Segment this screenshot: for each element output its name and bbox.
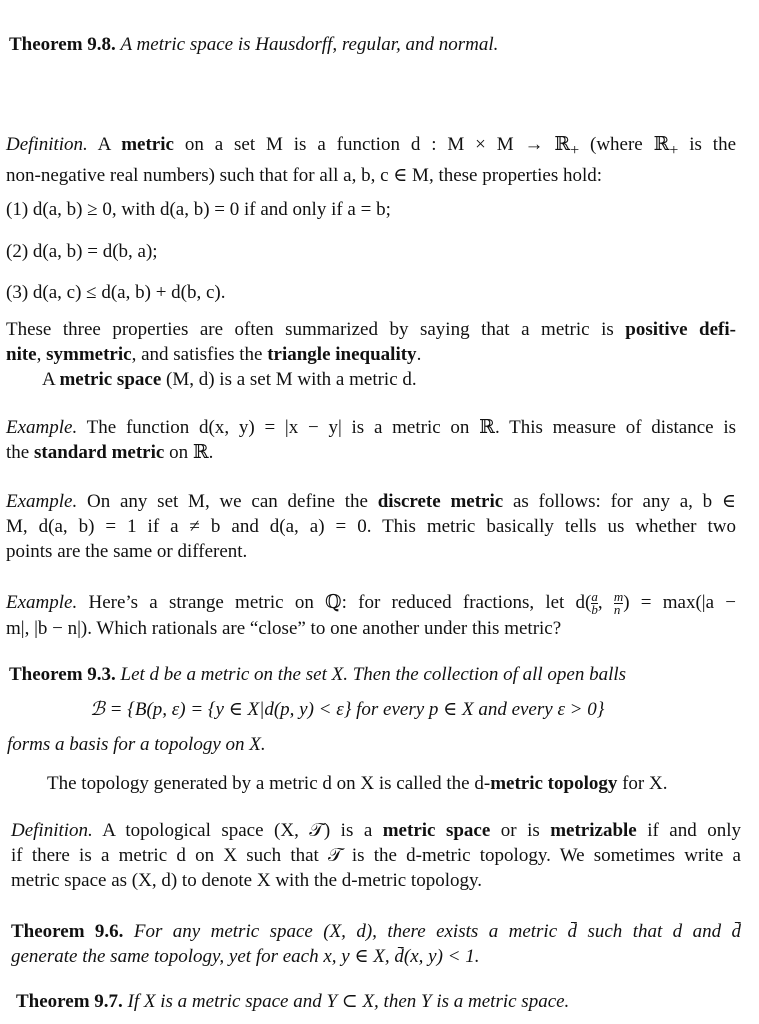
term-positive-definite: positive defi- bbox=[625, 319, 736, 340]
property-1: (1) d(a, b) ≥ 0, with d(a, b) = 0 if and only if a = b; bbox=[6, 199, 391, 220]
example-label: Example. bbox=[6, 491, 78, 512]
definition-line-1: Definition. A metric on a set M is a function d : M × M → ℝ$_+$ (where ℝ$_+$ is the bbox=[6, 134, 737, 159]
term-discrete-metric: discrete metric bbox=[377, 491, 504, 512]
metric-space-sentence: A metric space (M, d) is a set M with a metric d. bbox=[42, 369, 417, 390]
term-metric: metric bbox=[121, 134, 174, 155]
term-symmetric: symmetric bbox=[46, 344, 132, 365]
theorem-title: Theorem 9.6. bbox=[11, 921, 124, 942]
definition-label: Definition. bbox=[11, 820, 93, 841]
example-label: Example. bbox=[6, 417, 78, 438]
metric-definition bbox=[6, 132, 736, 188]
example-discrete-metric: Example. On any set M, we can define the discrete metric as follows: for any a, b ∈ M, d(a, b) = 1 if a ≠ b and d(a, a) = 0. This metric basically tells us whether two points are the same or different. bbox=[6, 491, 736, 562]
theorem-body: Let d be a metric on the set X. Then the collection of all open balls bbox=[120, 664, 627, 685]
property-3: (3) d(a, c) ≤ d(a, b) + d(b, c). bbox=[6, 282, 226, 303]
theorem-9-8 bbox=[9, 32, 749, 57]
term-metric-topology: metric topology bbox=[490, 773, 618, 794]
term-metric-space: metric space bbox=[59, 369, 162, 390]
term-metric-space: metric space bbox=[382, 820, 491, 841]
fraction-m-over-n: $\frac{m}{n}$ bbox=[613, 589, 624, 618]
term-triangle-inequality: triangle inequality bbox=[267, 344, 417, 365]
theorem-title: Theorem 9.7. bbox=[16, 991, 123, 1012]
theorem-9-3-display: ℬ = {B(p, ε) = {y ∈ X|d(p, y) < ε} for every p ∈ X and every ε > 0} bbox=[90, 699, 605, 720]
definition-line-2: non-negative real numbers) such that for all a, b, c ∈ M, these properties hold: bbox=[6, 164, 603, 186]
example-label: Example. bbox=[6, 592, 78, 613]
property-2: (2) d(a, b) = d(b, a); bbox=[6, 241, 158, 262]
theorem-9-7 bbox=[16, 989, 746, 1014]
term-standard-metric: standard metric bbox=[33, 442, 165, 463]
metric-topology-sentence: The topology generated by a metric d on X is called the d-metric topology for X. bbox=[47, 773, 668, 794]
fraction-a-over-b: $\frac{a}{b}$ bbox=[591, 589, 598, 618]
theorem-body: A metric space is Hausdorff, regular, and normal. bbox=[120, 34, 499, 55]
metrizable-definition: Definition. A topological space (X, 𝒯) is a metric space or is metrizable if and only if there is a metric d on X such that 𝒯 is the d-metric topology. We sometimes write a metric space as (X, d) to denote X with the d-metric topology. bbox=[11, 820, 741, 891]
properties-summary: These three properties are often summarized by saying that a metric is positive defi- nite, symmetric, and satisfies the triangle inequality. A metric space (M, d) is a set M with a metric d. bbox=[6, 319, 736, 390]
theorem-title: Theorem 9.3. bbox=[9, 664, 116, 685]
example-strange-metric: Example. Here’s a strange metric on ℚ: for reduced fractions, let d( $\frac{a}{b}$ , $\frac{m}{n}$ ) = max(|a − m|, |b − n|). Which rationals are “close” to one another under this metric? bbox=[6, 589, 736, 640]
theorem-9-6: Theorem 9.6. For any metric space (X, d), there exists a metric d̄ such that d and d̄ generate the same topology, yet for each x, y ∈ X, d̄(x, y) < 1. bbox=[11, 921, 741, 967]
term-metrizable: metrizable bbox=[550, 820, 637, 841]
theorem-9-3-conclusion: forms a basis for a topology on X. bbox=[7, 734, 266, 755]
theorem-title: Theorem 9.8. bbox=[9, 34, 116, 55]
definition-label: Definition. bbox=[6, 134, 88, 155]
theorem-body: If X is a metric space and Y ⊂ X, then Y is a metric space. bbox=[127, 991, 570, 1012]
example-standard-metric: Example. The function d(x, y) = |x − y| is a metric on ℝ. This measure of distance is the standard metric on ℝ. bbox=[6, 417, 736, 463]
theorem-9-3 bbox=[9, 662, 749, 687]
